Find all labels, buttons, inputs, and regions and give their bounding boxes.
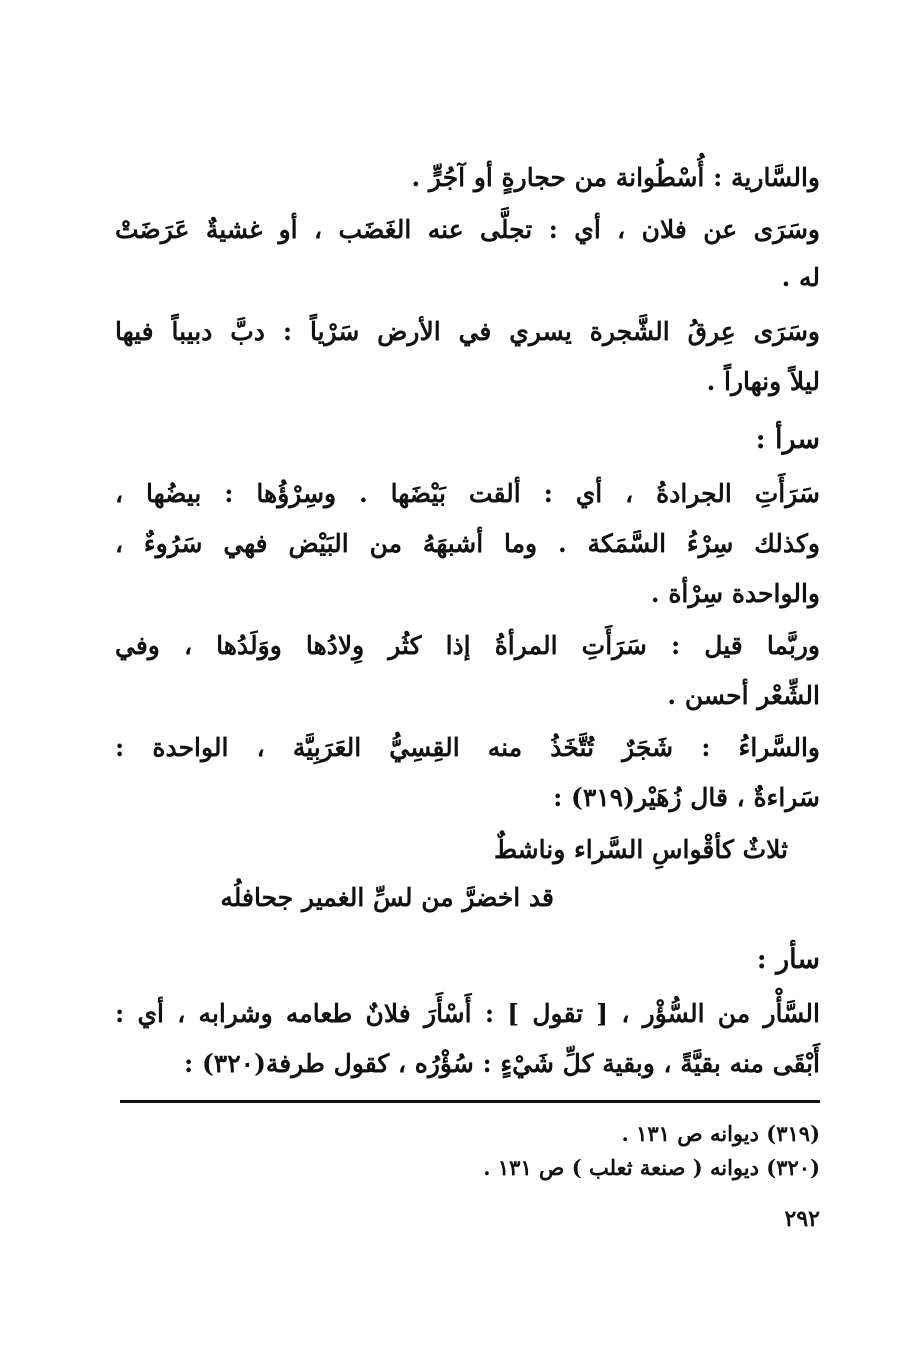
- paragraph-line: السَّأْر من السُّؤْر ، [ تقول ] : أَسْأَرَ فلانٌ طعامه وشرابه ، أي :: [115, 999, 820, 1028]
- entry-heading: سأر :: [756, 944, 820, 975]
- paragraph-line: وكذلك سِرْءُ السَّمَكة . وما أشبهَهُ من البَيْض فهي سَرُوءٌ ،: [115, 529, 820, 558]
- paragraph-line: ليلاً ونهاراً .: [706, 367, 820, 396]
- poem-verse: قد اخضرَّ من لسِّ الغمير جحافلُه: [220, 883, 554, 912]
- footnote-divider: [120, 1100, 820, 1103]
- paragraph-line: والسَّراءُ : شَجَرٌ تُتَّخَذُ منه القِسِيُّ العَرَبِيَّة ، الواحدة :: [115, 733, 820, 762]
- paragraph-line: والواحدة سِرْأة .: [650, 579, 820, 608]
- footnote: (٣٢٠) ديوانه ( صنعة ثعلب ) ص ١٣١ .: [483, 1155, 820, 1180]
- paragraph-line: له .: [781, 263, 820, 292]
- paragraph-line: أَبْقَى منه بقيَّةً ، وبقية كلِّ شَيْءٍ : سُؤْرُه ، كقول طرفة(٣٢٠) :: [184, 1049, 820, 1078]
- entry-heading: سرأ :: [755, 424, 820, 455]
- paragraph-line: وربَّما قيل : سَرَأَتِ المرأةُ إذا كثُر وِلادُها ووَلَدُها ، وفي: [115, 631, 820, 660]
- paragraph-line: سَرَأَتِ الجرادةُ ، أي : ألقت بَيْضَها . وسِرْؤُها : بيضُها ،: [115, 479, 820, 508]
- footnote: (٣١٩) ديوانه ص ١٣١ .: [621, 1121, 820, 1146]
- paragraph-line: سَراءةٌ ، قال زُهَيْر(٣١٩) :: [553, 783, 820, 812]
- page-number: ٢٩٢: [784, 1206, 820, 1232]
- poem-verse: ثلاثٌ كأقْواسِ السَّراء وناشطٌ: [493, 835, 788, 864]
- paragraph-line: وسَرَى عن فلان ، أي : تجلَّى عنه الغَضَب ، أو غشيةٌ عَرَضَتْ: [115, 215, 820, 244]
- paragraph-line: وسَرَى عِرقُ الشَّجرة يسري في الأرض سَرْياً : دبَّ دبيباً فيها: [115, 317, 820, 346]
- paragraph-line: والسَّارية : أُسْطُوانة من حجارةٍ أو آجُرٍّ .: [411, 163, 820, 192]
- paragraph-line: الشِّعْر أحسن .: [667, 681, 820, 710]
